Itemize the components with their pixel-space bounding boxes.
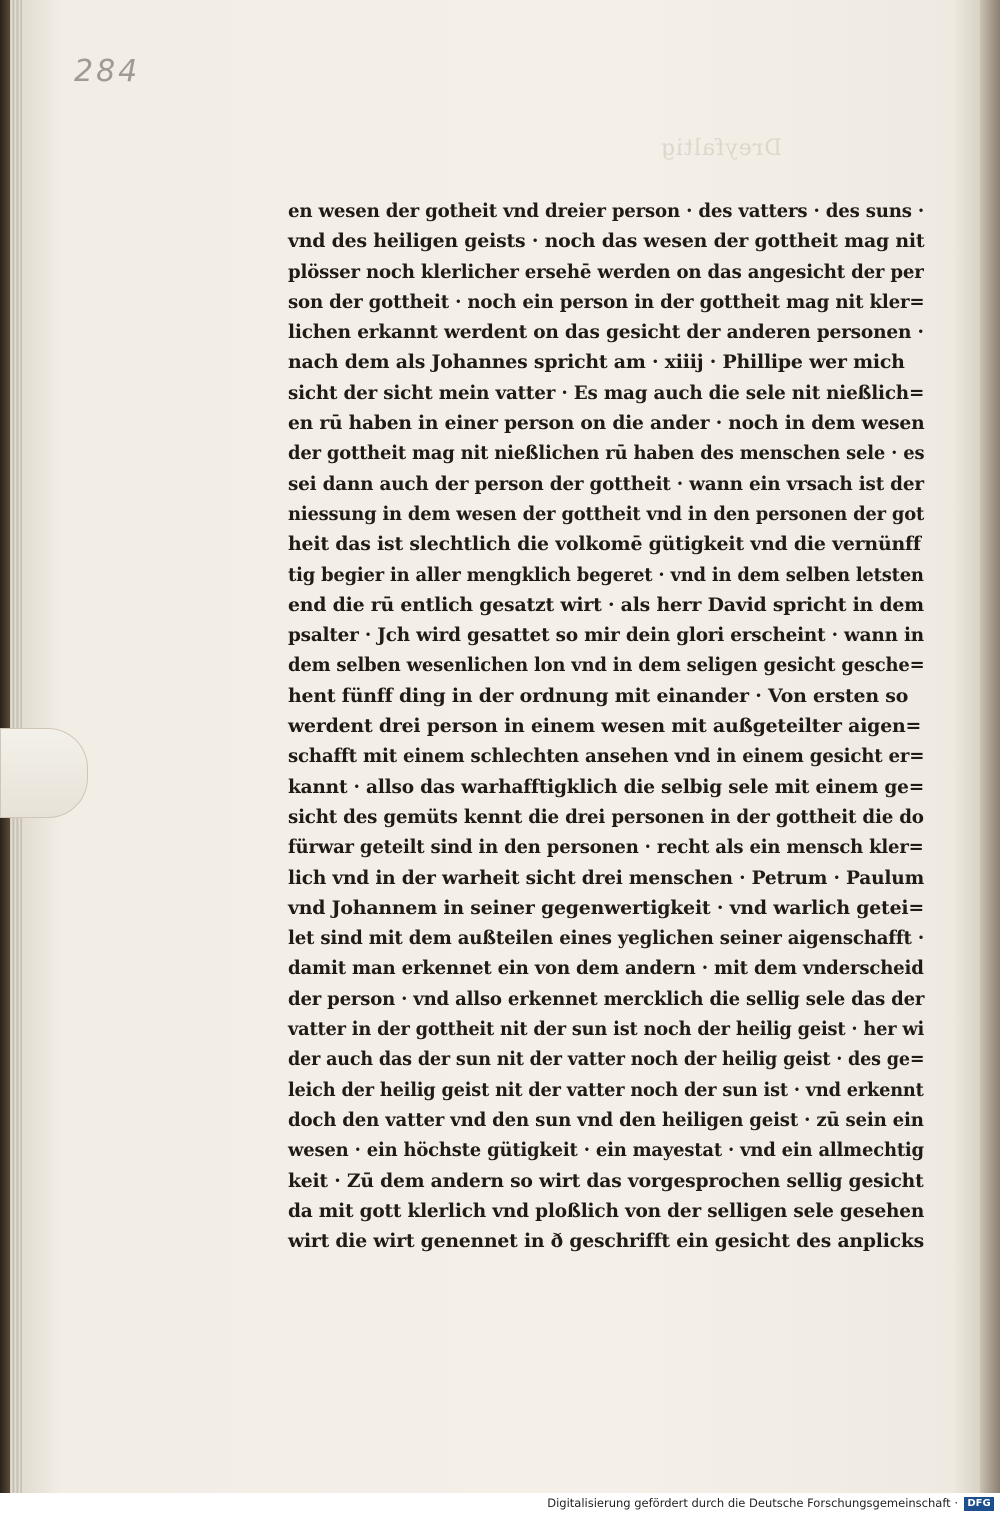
text-line: vnd des heiligen geists · noch das wesen der gottheit mag nit	[288, 230, 925, 253]
text-line: sei dann auch der person der gottheit · wann ein vrsach ist der	[288, 472, 924, 495]
text-line: son der gottheit · noch ein person in der gottheit mag nit kler=	[288, 290, 925, 313]
footer-bar	[0, 1493, 1000, 1515]
text-line: schafft mit einem schlechten ansehen vnd in einem gesicht er=	[288, 745, 925, 768]
text-line: der person · vnd allso erkennet mercklich die sellig sele das der	[288, 987, 925, 1010]
folio-number: 284	[74, 54, 141, 89]
text-line: der auch das der sun nit der vatter noch der heilig geist · des ge=	[288, 1048, 925, 1071]
text-line: dem selben wesenlichen lon vnd in dem seligen gesicht gesche=	[288, 654, 925, 677]
text-line: der gottheit mag nit nießlichen rū haben des menschen sele · es	[288, 442, 925, 465]
text-line: keit · Zū dem andern so wirt das vorgesprochen sellig gesicht	[288, 1169, 924, 1192]
text-line: vnd Johannem in seiner gegenwertigkeit · vnd warlich getei=	[288, 896, 924, 919]
text-line: plösser noch klerlicher ersehē werden on das angesicht der per	[288, 260, 924, 283]
text-line: werdent drei person in einem wesen mit außgeteilter aigen=	[288, 715, 922, 738]
bleed-through-heading: Dreyfaltig	[660, 136, 782, 161]
text-line: vatter in der gottheit nit der sun ist noch der heilig geist · her wi	[288, 1018, 925, 1041]
text-line: leich der heilig geist nit der vatter noch der sun ist · vnd erkennt	[288, 1078, 924, 1101]
text-line: psalter · Jch wird gesattet so mir dein glori erscheint · wann in	[288, 624, 924, 647]
text-line: kannt · allso das warhafftigklich die selbig sele mit einem ge=	[288, 775, 925, 798]
text-line: nach dem als Johannes spricht am · xiiij · Phillipe wer mich	[288, 351, 905, 374]
text-line: wirt die wirt genennet in ð geschrifft ein gesicht des anplicks	[288, 1230, 925, 1253]
text-line: fürwar geteilt sind in den personen · recht als ein mensch kler=	[288, 836, 924, 859]
text-line: damit man erkennet ein von dem andern · mit dem vnderscheid	[288, 957, 924, 980]
body-text-block	[288, 196, 928, 1256]
text-line: end die rū entlich gesatzt wirt · als herr David spricht in dem	[288, 593, 924, 616]
text-line: let sind mit dem außteilen eines yeglichen seiner aigenschafft ·	[288, 927, 924, 950]
text-line: da mit gott klerlich vnd ploßlich von der selligen sele gesehen	[288, 1199, 925, 1222]
dfg-logo: DFG	[964, 1497, 994, 1511]
text-line: tig begier in aller mengklich begeret · vnd in dem selben letsten	[288, 563, 924, 586]
page-right-edge	[980, 0, 1000, 1493]
text-line: hent fünff ding in der ordnung mit einander · Von ersten so	[288, 684, 909, 707]
text-line: lichen erkannt werdent on das gesicht der anderen personen ·	[288, 321, 924, 344]
page-clip-tab	[0, 728, 88, 818]
text-line: en wesen der gotheit vnd dreier person · des vatters · des suns ·	[288, 200, 925, 222]
text-line: sicht des gemüts kennt die drei personen in der gottheit die do	[288, 805, 924, 828]
footer-credit: Digitalisierung gefördert durch die Deutsche Forschungsgemeinschaft ·	[547, 1496, 958, 1510]
text-line: niessung in dem wesen der gottheit vnd in den personen der got	[288, 502, 925, 525]
text-line: wesen · ein höchste gütigkeit · ein mayestat · vnd ein allmechtig	[288, 1139, 924, 1162]
text-line: lich vnd in der warheit sicht drei menschen · Petrum · Paulum	[288, 866, 925, 889]
text-line: heit das ist slechtlich die volkomē gütigkeit vnd die vernünff	[288, 533, 921, 556]
text-line: en rū haben in einer person on die ander · noch in dem wesen	[288, 412, 925, 435]
text-line: sicht der sicht mein vatter · Es mag auch die sele nit nießlich=	[288, 381, 925, 404]
text-line: doch den vatter vnd den sun vnd den heiligen geist · zū sein ein	[288, 1108, 924, 1131]
